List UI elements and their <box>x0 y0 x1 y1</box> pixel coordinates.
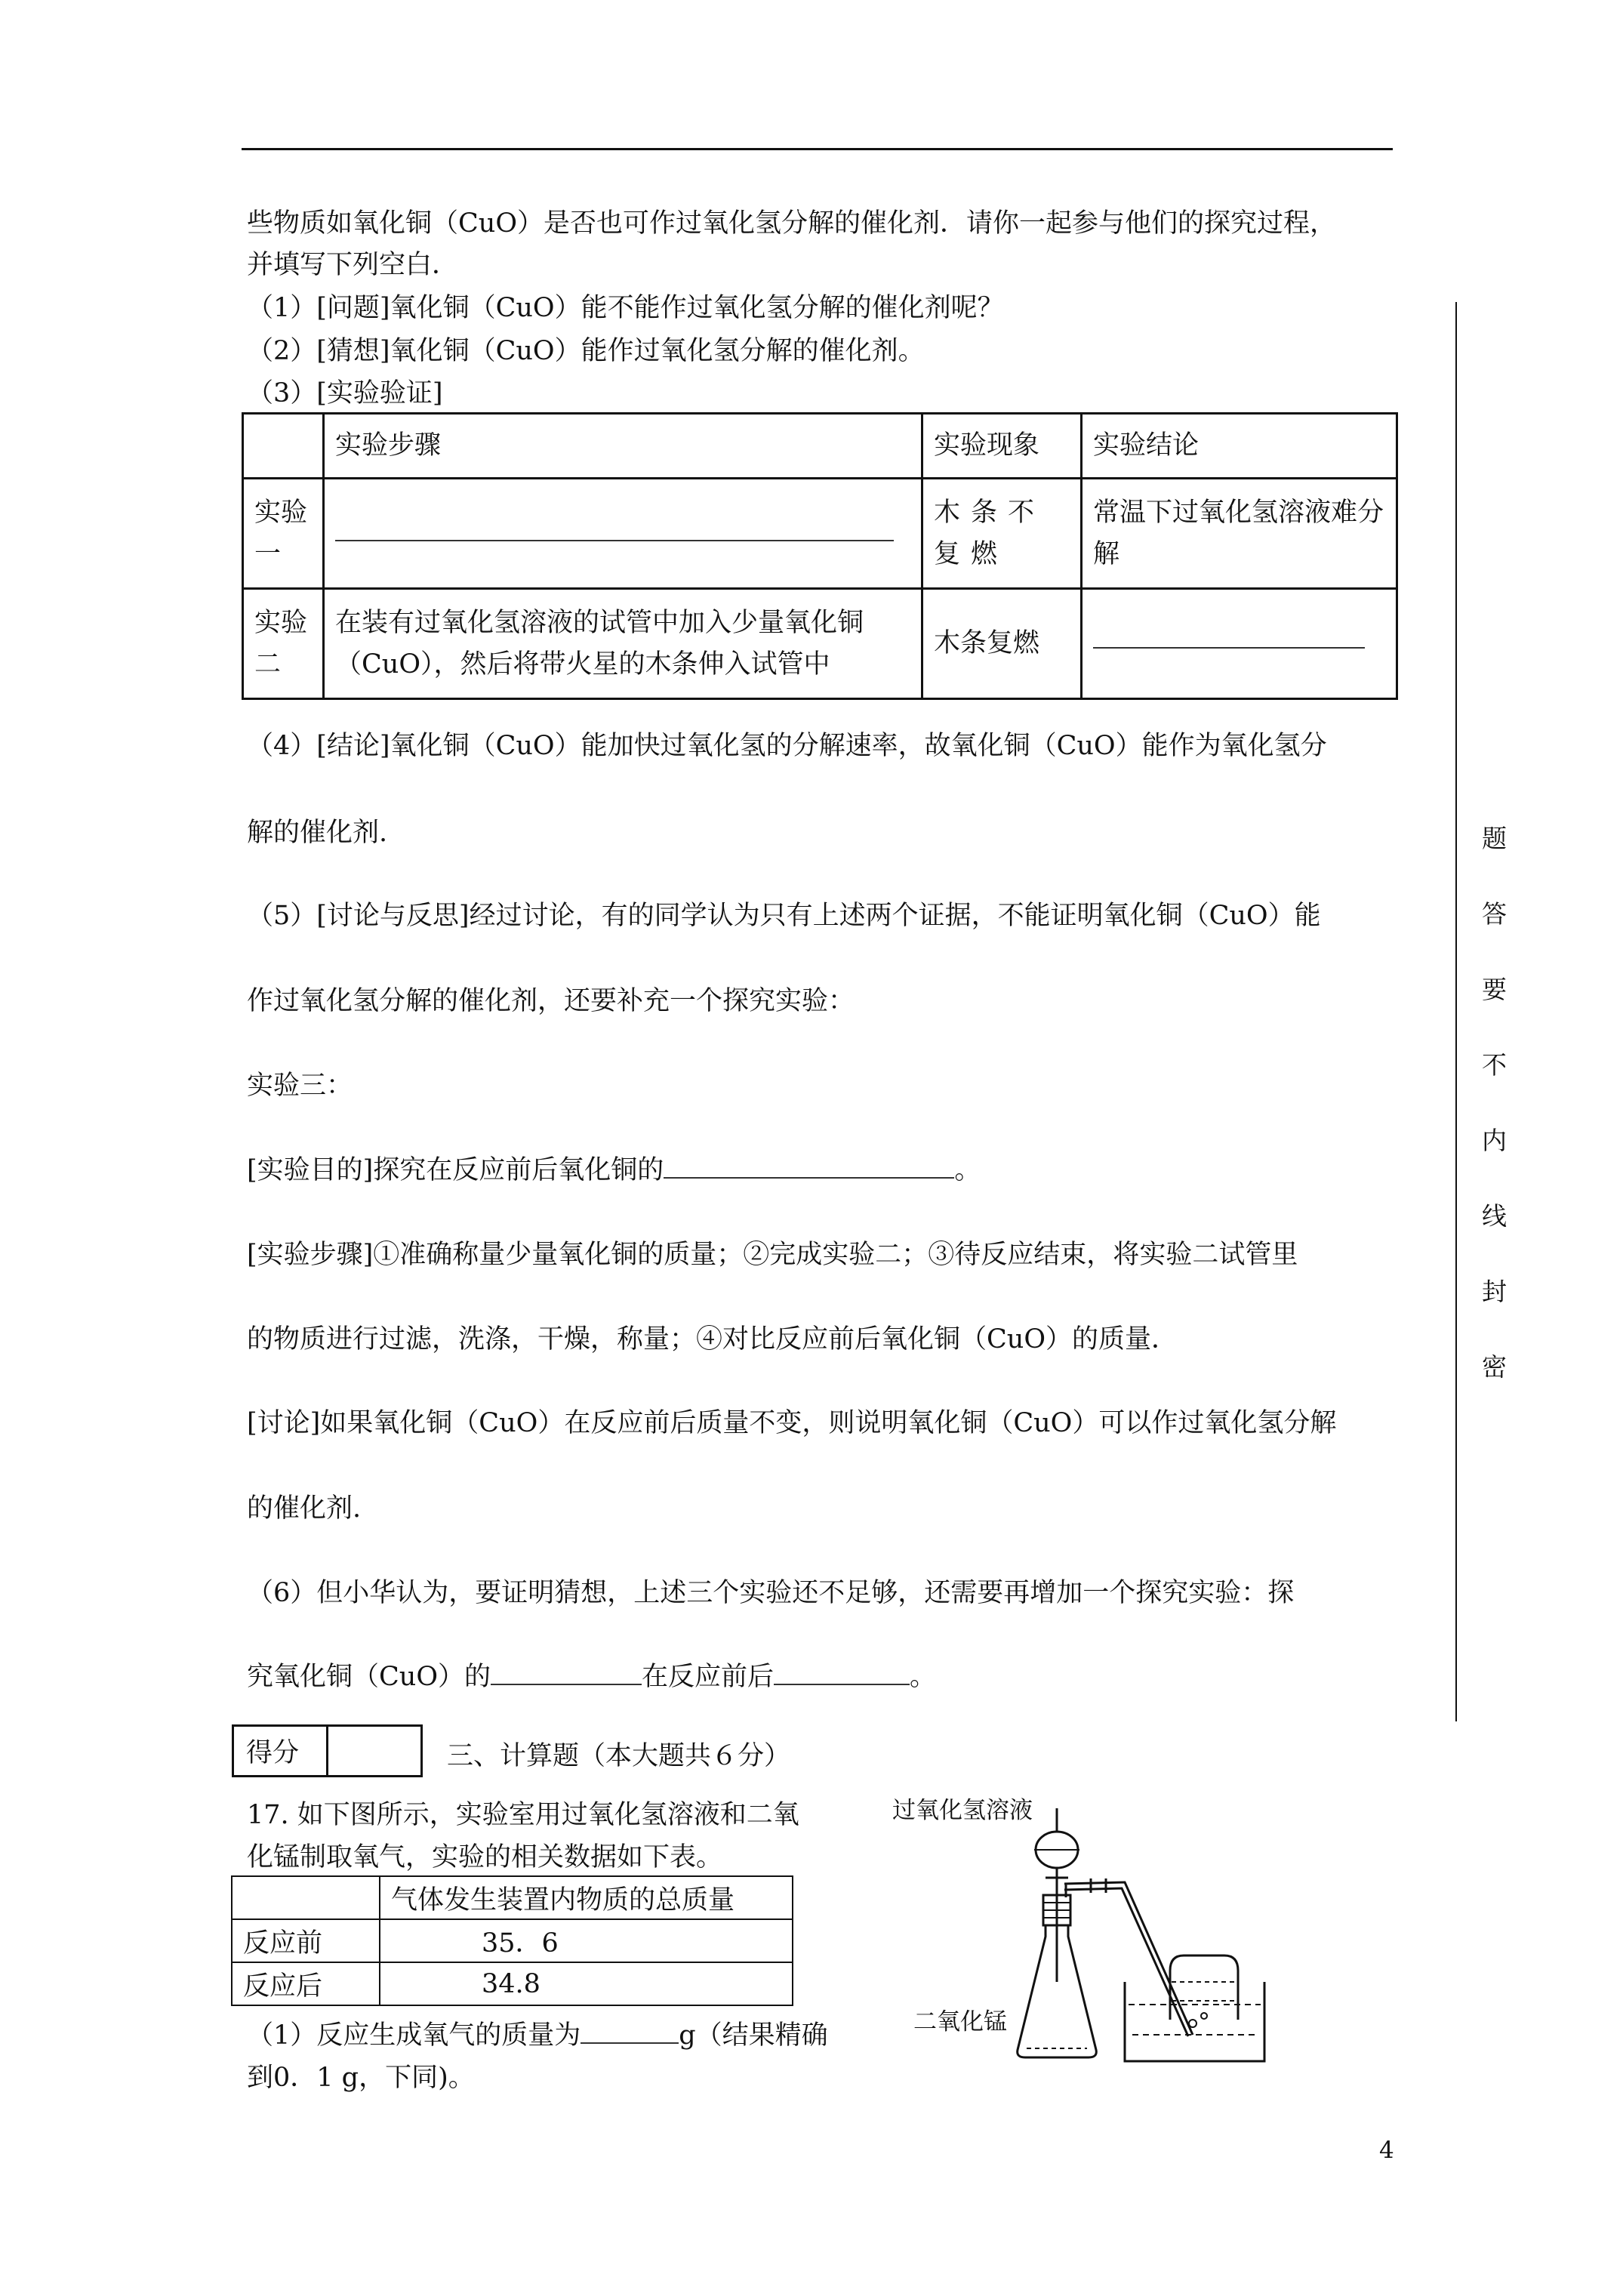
row-phenomenon: 木条复燃 <box>922 589 1082 699</box>
question-17-sub-1-line-2: 到0．1 g，下同)。 <box>247 2063 475 2093</box>
side-char: 不 <box>1482 1050 1507 1080</box>
answer-blank-q6-a[interactable] <box>491 1683 642 1685</box>
question-2: （2）[猜想]氧化铜（CuO）能作过氧化氢分解的催化剂。 <box>247 336 925 366</box>
answer-blank-oxygen-mass[interactable] <box>581 2042 679 2044</box>
score-label: 得分 <box>233 1726 328 1777</box>
question-3: （3）[实验验证] <box>247 378 443 408</box>
table-header-phenomenon: 实验现象 <box>922 414 1082 479</box>
side-char: 内 <box>1482 1126 1507 1155</box>
purpose-text: [实验目的]探究在反应前后氧化铜的 <box>247 1155 664 1185</box>
question-17-line-1: 17. 如下图所示，实验室用过氧化氢溶液和二氧 <box>247 1800 799 1830</box>
figure-label-hydrogen-peroxide: 过氧化氢溶液 <box>892 1797 1033 1824</box>
question-1: （1）[问题]氧化铜（CuO）能不能作过氧化氢分解的催化剂呢？ <box>247 293 1004 323</box>
side-char: 答 <box>1482 899 1507 929</box>
table-header-conclusion: 实验结论 <box>1082 414 1397 479</box>
question-5-line-2: 作过氧化氢分解的催化剂，还要补充一个探究实验： <box>247 986 855 1016</box>
table-corner-cell <box>232 1876 380 1919</box>
score-input-cell[interactable] <box>328 1726 422 1777</box>
sub1-text-pre: （1）反应生成氧气的质量为 <box>247 2020 581 2051</box>
figure-label-manganese-dioxide: 二氧化锰 <box>913 2008 1007 2036</box>
sub1-text-post: g（结果精确 <box>679 2020 828 2051</box>
side-char: 线 <box>1482 1201 1507 1231</box>
row-phenomenon: 木条不复燃 <box>922 479 1082 589</box>
section-3-title: 三、计算题（本大题共６分） <box>447 1741 791 1771</box>
row-step: 在装有过氧化氢溶液的试管中加入少量氧化铜（CuO），然后将带火星的木条伸入试管中 <box>324 589 922 699</box>
row-label: 反应前 <box>232 1919 380 1962</box>
row-value: 35．6 <box>380 1919 793 1962</box>
answer-blank-step-1[interactable] <box>324 479 922 589</box>
experiment-steps-line-1: [实验步骤]①准确称量少量氧化铜的质量；②完成实验二；③待反应结束，将实验二试管里 <box>247 1240 1298 1270</box>
discussion-line-2: 的催化剂. <box>247 1493 362 1524</box>
table-header-blank <box>243 414 324 479</box>
experiment-table <box>242 412 1398 700</box>
answer-blank-q6-b[interactable] <box>774 1683 910 1685</box>
experiment-3-label: 实验三： <box>247 1071 353 1101</box>
score-box <box>232 1724 423 1777</box>
mass-data-table <box>231 1875 793 2006</box>
collection-bottle <box>1170 1955 1238 2020</box>
question-17-line-2: 化锰制取氧气，实验的相关数据如下表。 <box>247 1842 723 1872</box>
question-6-line-2 <box>247 1656 936 1693</box>
question-17-sub-1 <box>247 2014 828 2052</box>
water-trough <box>1125 1982 1264 2061</box>
answer-blank-conclusion-2[interactable] <box>1082 589 1397 699</box>
row-name: 实验二 <box>243 589 324 699</box>
table-header-steps: 实验步骤 <box>324 414 922 479</box>
row-label: 反应后 <box>232 1962 380 2005</box>
side-char: 封 <box>1482 1277 1507 1306</box>
table-header-mass: 气体发生装置内物质的总质量 <box>380 1876 793 1919</box>
intro-line-2: 并填写下列空白． <box>247 250 459 280</box>
row-conclusion: 常温下过氧化氢溶液难分解 <box>1082 479 1397 589</box>
row-value: 34.8 <box>380 1962 793 2005</box>
oxygen-apparatus-diagram <box>1012 1808 1389 2073</box>
question-4-line-2: 解的催化剂. <box>247 818 388 848</box>
question-6-line-1: （6）但小华认为，要证明猜想，上述三个实验还不足够，还需要再增加一个探究实验：探 <box>247 1578 1295 1608</box>
discussion-line-1: [讨论]如果氧化铜（CuO）在反应前后质量不变，则说明氧化铜（CuO）可以作过氧化氢分解 <box>247 1408 1337 1438</box>
answer-blank-purpose[interactable] <box>664 1176 954 1179</box>
question-4-line-1: （4）[结论]氧化铜（CuO）能加快过氧化氢的分解速率，故氧化铜（CuO）能作为氧化氢分 <box>247 731 1327 761</box>
q6-text-end: 。 <box>910 1662 937 1692</box>
side-char: 要 <box>1482 975 1507 1004</box>
page-number: 4 <box>1379 2137 1394 2164</box>
purpose-end: 。 <box>954 1155 981 1185</box>
intro-line-1: 些物质如氧化铜（CuO）是否也可作过氧化氢分解的催化剂．请你一起参与他们的探究过程， <box>247 208 1337 239</box>
q6-text-pre: 究氧化铜（CuO）的 <box>247 1662 491 1692</box>
experiment-steps-line-2: 的物质进行过滤，洗涤，干燥，称量；④对比反应前后氧化铜（CuO）的质量． <box>247 1324 1178 1354</box>
question-5-line-1: （5）[讨论与反思]经过讨论，有的同学认为只有上述两个证据，不能证明氧化铜（CuO）能 <box>247 901 1321 931</box>
row-name: 实验一 <box>243 479 324 589</box>
experiment-purpose <box>247 1149 981 1187</box>
header-rule <box>242 148 1393 150</box>
side-char: 密 <box>1482 1352 1507 1382</box>
side-char: 题 <box>1482 824 1507 853</box>
binding-line <box>1455 302 1457 1721</box>
q6-text-mid: 在反应前后 <box>642 1662 775 1692</box>
